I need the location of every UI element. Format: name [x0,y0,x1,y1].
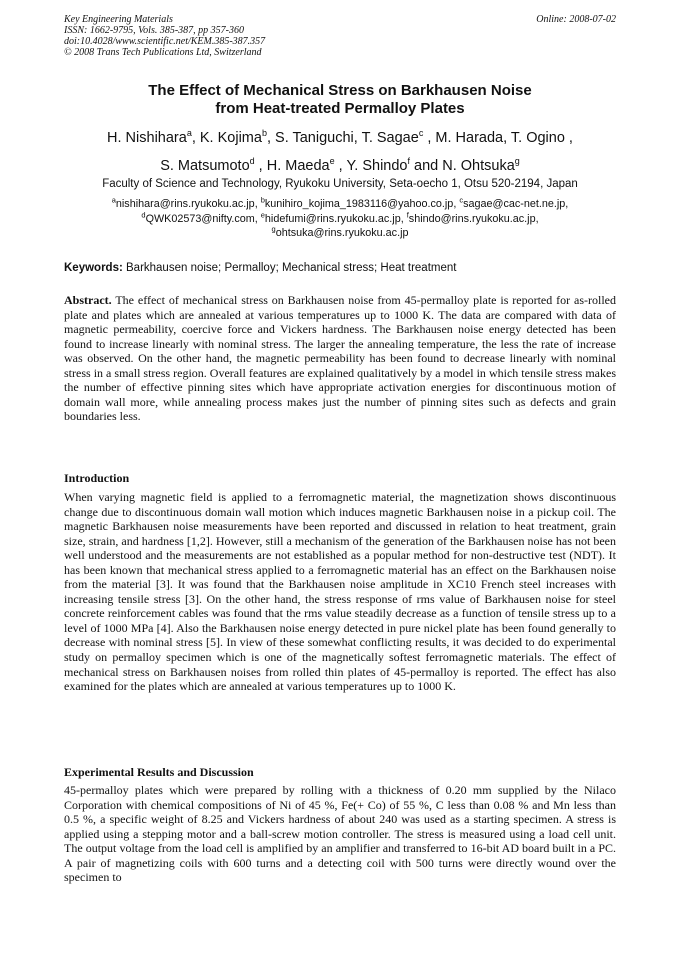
author-name: S. Matsumoto [160,158,250,174]
email-superscript: g [271,224,276,234]
email-line-3 [64,226,616,241]
keywords-label: Keywords: [64,262,123,274]
author-line-1: H. Nishihara$^a$, K. Kojima$^b$, S. Taniguchi, T. Sagae$^c$ , M. Harada, T. Ogino , [107,128,573,146]
email-link[interactable]: ohtsuka@rins.ryukoku.ac.jp [275,227,409,239]
paper-title [64,82,616,118]
online-date: Online: 2008-07-02 [536,14,616,25]
title-line-1: The Effect of Mechanical Stress on Barkhausen Noise [148,82,532,99]
author-superscript: d [249,156,255,167]
author-name: Y. Shindo [346,158,408,174]
email-superscript: d [141,209,146,219]
email-superscript: f [406,209,409,219]
email-list [64,197,616,241]
author-superscript: g [514,156,520,167]
issn-line: ISSN: 1662-9795, Vols. 385-387, pp 357-360 [64,25,244,36]
experimental-heading: Experimental Results and Discussion [64,765,254,779]
title-line-2: from Heat-treated Permalloy Plates [215,100,465,117]
email-link[interactable]: kunihiro_kojima_1983116@yahoo.co.jp [264,198,454,210]
introduction-paragraph: When varying magnetic field is applied to a ferromagnetic material, the magnetization shows discontinuous change due to discontinuous domain wall motion which induces magnetic Barkhausen noise in a pickup coil. The magnetic Barkhausen noise measurements have been reported and discussed in relation to heat treatment, grain size, strain, and hardness [1,2]. However, still a mechanism of the generation of the Barkhausen noise has not been well understood and the measurements are not established as a popular method for non-destructive test (NDT). It has been known that mechanical stress applied to a ferromagnetic material has an effect on the Barkhausen noise from the material [3]. It was found that the Barkhausen noise amplitude in XC10 French steel increases with increasing tensile stress [3]. On the other hand, the stress response of rms value of Barkhausen noise for steel concrete reinforcement cables was found that the rms value steadily decrease as a function of tensile stress up to a level of 1000 MPa [4]. Also the Barkhausen noise energy detected in pure nickel plate has been found generally to decrease with nominal stress [5]. In view of these somewhat conflicting results, it was decided to do experimental study on permalloy specimen which is one of the magnetically softest ferromagnetic materials. The effect of mechanical stress on Barkhausen noises from rolled thin plates of 45-permalloy is reported. The effect has also examined for the plates which are annealed at various temperatures up to 1000 K. [64,490,616,694]
email-line-2: $^d$QWK02573@nifty.com, $^e$hidefumi@rins.ryukoku.ac.jp, $^f$shindo@rins.ryukoku.ac.jp, [141,209,539,225]
email-link[interactable]: nishihara@rins.ryukoku.ac.jp [115,198,255,210]
email-superscript: e [260,209,265,219]
experimental-paragraph: 45-permalloy plates which were prepared by rolling with a thickness of 0.20 mm supplied by the Nilaco Corporation with chemical compositions of Ni of 45 %, Fe(+ Co) of 55 %, C less than 0.08 % and Mn less than 0.5 %, a specific weight of 8.25 and Vickers hardness of about 240 was used as a starting specimen. A stress is applied using a stepping motor and a ball-screw motion controller. The stress is measured using a load cell unit. The output voltage from the load cell is amplified by an amplifier and transferred to 16-bit AD board built in a PC. A pair of magnetizing coils with 600 turns and a detecting coil with 500 turns were directly wound over the specimen to [64,783,616,885]
author-superscript: b [261,128,267,139]
email-link[interactable]: QWK02573@nifty.com [145,212,255,225]
email-superscript: a [111,195,116,205]
email-link[interactable]: hidefumi@rins.ryukoku.ac.jp [264,212,401,225]
abstract-text: The effect of mechanical stress on Barkhausen noise from 45-permalloy plate is reported for as-rolled plate and plates which are annealed at various temperatures up to 1000 K. The data are compared with data of magnetic permeability, coercive force and Vickers hardness. The Barkhausen noise energy detected has been found to increase linearly with nominal stress. The larger the annealing temperature, the less the rate of increase was observed. On the other hand, the magnetic permeability has been found to decrease linearly with nominal stress in a small stress region. Overall features are explained qualitatively by a model in which tensile stress makes the number of effective pinning sites which have appropriate activation energies for discontinuous motion of domain wall more, while annealing process makes just the number of pinning sites such as defects and grain boundaries less. [64,293,616,424]
email-line-1: $^a$nishihara@rins.ryukoku.ac.jp, $^b$kunihiro_kojima_1983116@yahoo.co.jp, $^c$sagae@cac-net.ne.jp, [111,195,569,210]
author-name: H. Nishihara [107,130,187,146]
email-superscript: c [459,195,464,205]
introduction-heading: Introduction [64,471,130,485]
author-line-2: S. Matsumoto$^d$ , H. Maeda$^e$ , Y. Shindo$^f$ and N. Ohtsuka$^g$ [160,156,520,174]
author-name: H. Maeda [266,158,330,174]
abstract-label: Abstract. [64,293,112,307]
author-name: T. Sagae [361,130,419,146]
journal-name: Key Engineering Materials [64,14,173,25]
author-name: T. Ogino [510,130,565,146]
author-superscript: e [329,156,335,167]
email-link[interactable]: sagae@cac-net.ne.jp [463,198,566,210]
keywords [64,261,616,275]
author-name: M. Harada [435,130,504,146]
author-name: S. Taniguchi [275,130,354,146]
author-superscript: c [418,128,424,139]
author-superscript: a [186,128,192,139]
author-superscript: f [407,156,410,167]
doi-line: doi:10.4028/www.scientific.net/KEM.385-387.357 [64,36,266,47]
email-link[interactable]: shindo@rins.ryukoku.ac.jp [408,212,536,225]
author-name: N. Ohtsuka [442,158,515,174]
email-superscript: b [260,195,265,205]
affiliation: Faculty of Science and Technology, Ryukoku University, Seta-oecho 1, Otsu 520-2194, Japan [102,178,578,190]
copyright-line: © 2008 Trans Tech Publications Ltd, Switzerland [64,47,262,58]
author-name: K. Kojima [199,130,262,146]
abstract [64,293,616,424]
keywords-text: Barkhausen noise; Permalloy; Mechanical stress; Heat treatment [126,262,457,274]
author-list [64,124,616,180]
journal-header [64,14,616,58]
